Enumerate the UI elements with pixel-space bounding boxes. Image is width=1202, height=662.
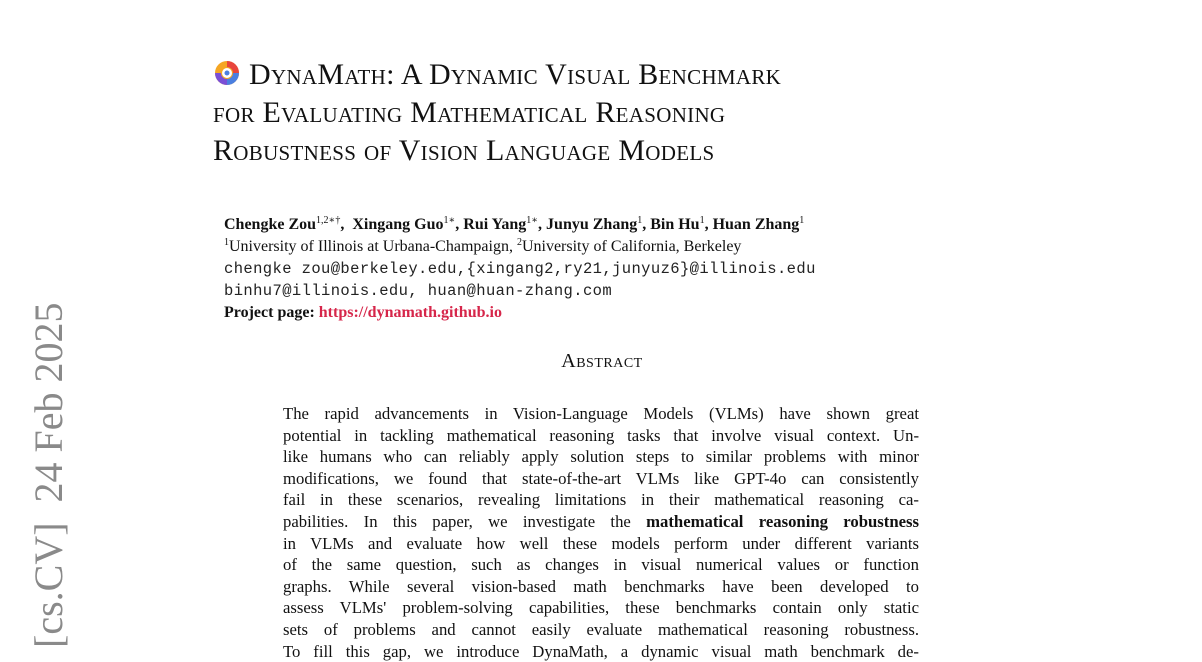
- author-name: Huan Zhang: [712, 216, 800, 233]
- title-line-3: Robustness of Vision Language Models: [213, 134, 715, 167]
- arxiv-side-stamp: [cs.CV] 24 Feb 2025: [26, 302, 71, 648]
- abstract-heading: Abstract: [561, 350, 643, 372]
- abstract-line: like humans who can reliably apply solution steps to similar problems with minor: [283, 447, 919, 467]
- abstract-line: The rapid advancements in Vision-Language Models (VLMs) have shown great: [283, 404, 919, 423]
- project-page-label: Project page:: [224, 304, 315, 321]
- abstract-line: sets of problems and cannot easily evaluate mathematical reasoning robustness.: [283, 619, 919, 639]
- abstract-line: potential in tackling mathematical reasoning tasks that involve visual context. Un-: [283, 425, 919, 445]
- author-affil-sup: 1,2∗†: [316, 215, 341, 226]
- author-names: Chengke Zou$^{1,2∗\dagger}$, Xingang Guo$^{1∗}$, Rui Yang$^{1∗}$, Junyu Zhang$^1$, Bin Hu$^1$, Huan Zhang$^1$: [224, 215, 805, 233]
- affiliation-text: University of Illinois at Urbana-Champaign,: [229, 238, 517, 255]
- abstract-line: fail in these scenarios, revealing limitations in their mathematical reasoning ca-: [283, 490, 919, 510]
- affil-sup: 1: [224, 237, 229, 248]
- author-name: Xingang Guo: [352, 216, 444, 233]
- email-line-2: binhu7@illinois.edu, huan@huan-zhang.com: [224, 282, 613, 300]
- abstract-emphasis: mathematical reasoning robustness: [646, 511, 919, 531]
- affiliation-text: University of California, Berkeley: [521, 238, 742, 255]
- author-affil-sup: 1: [799, 215, 805, 226]
- author-name: Rui Yang: [463, 216, 527, 233]
- abstract-line: in VLMs and evaluate how well these models perform under different variants: [283, 533, 919, 553]
- email-line-1: chengke zou@berkeley.edu,{xingang2,ry21,junyuz6}@illinois.edu: [224, 260, 816, 278]
- abstract-text: pabilities. In this paper, we investigate the: [283, 511, 647, 531]
- swirl-logo-icon: [213, 59, 241, 87]
- abstract-line: [283, 511, 919, 533]
- author-name: Bin Hu: [650, 216, 700, 233]
- affil-sup: 2: [516, 237, 522, 248]
- abstract-line: graphs. While several vision-based math benchmarks have been developed to: [283, 576, 919, 596]
- author-affil-sup: 1: [699, 215, 705, 226]
- title-line-2: for Evaluating Mathematical Reasoning: [213, 96, 726, 129]
- project-page-link[interactable]: https://dynamath.github.io: [318, 304, 502, 321]
- author-name: Chengke Zou: [224, 216, 317, 233]
- author-affil-sup: 1: [637, 215, 643, 226]
- abstract-line: assess VLMs' problem-solving capabilities, these benchmarks contain only static: [283, 598, 919, 618]
- author-affil-sup: 1∗: [526, 215, 539, 226]
- project-page: [224, 302, 1024, 324]
- abstract-body: [283, 403, 919, 662]
- title-line-1-text: DynaMath: A Dynamic Visual Benchmark: [249, 58, 782, 91]
- paper-title: [213, 56, 1013, 170]
- affiliations: [224, 236, 1024, 258]
- author-name: Junyu Zhang: [546, 216, 638, 233]
- author-affil-sup: 1∗: [443, 215, 456, 226]
- abstract-line: modifications, we found that state-of-the-art VLMs like GPT-4o can consistently: [283, 468, 919, 488]
- author-block: [224, 214, 1024, 324]
- abstract-line: To fill this gap, we introduce DynaMath, a dynamic visual math benchmark de-: [283, 641, 919, 661]
- abstract-line: of the same question, such as changes in visual numerical values or function: [283, 555, 919, 575]
- title-line-1: [213, 56, 1013, 94]
